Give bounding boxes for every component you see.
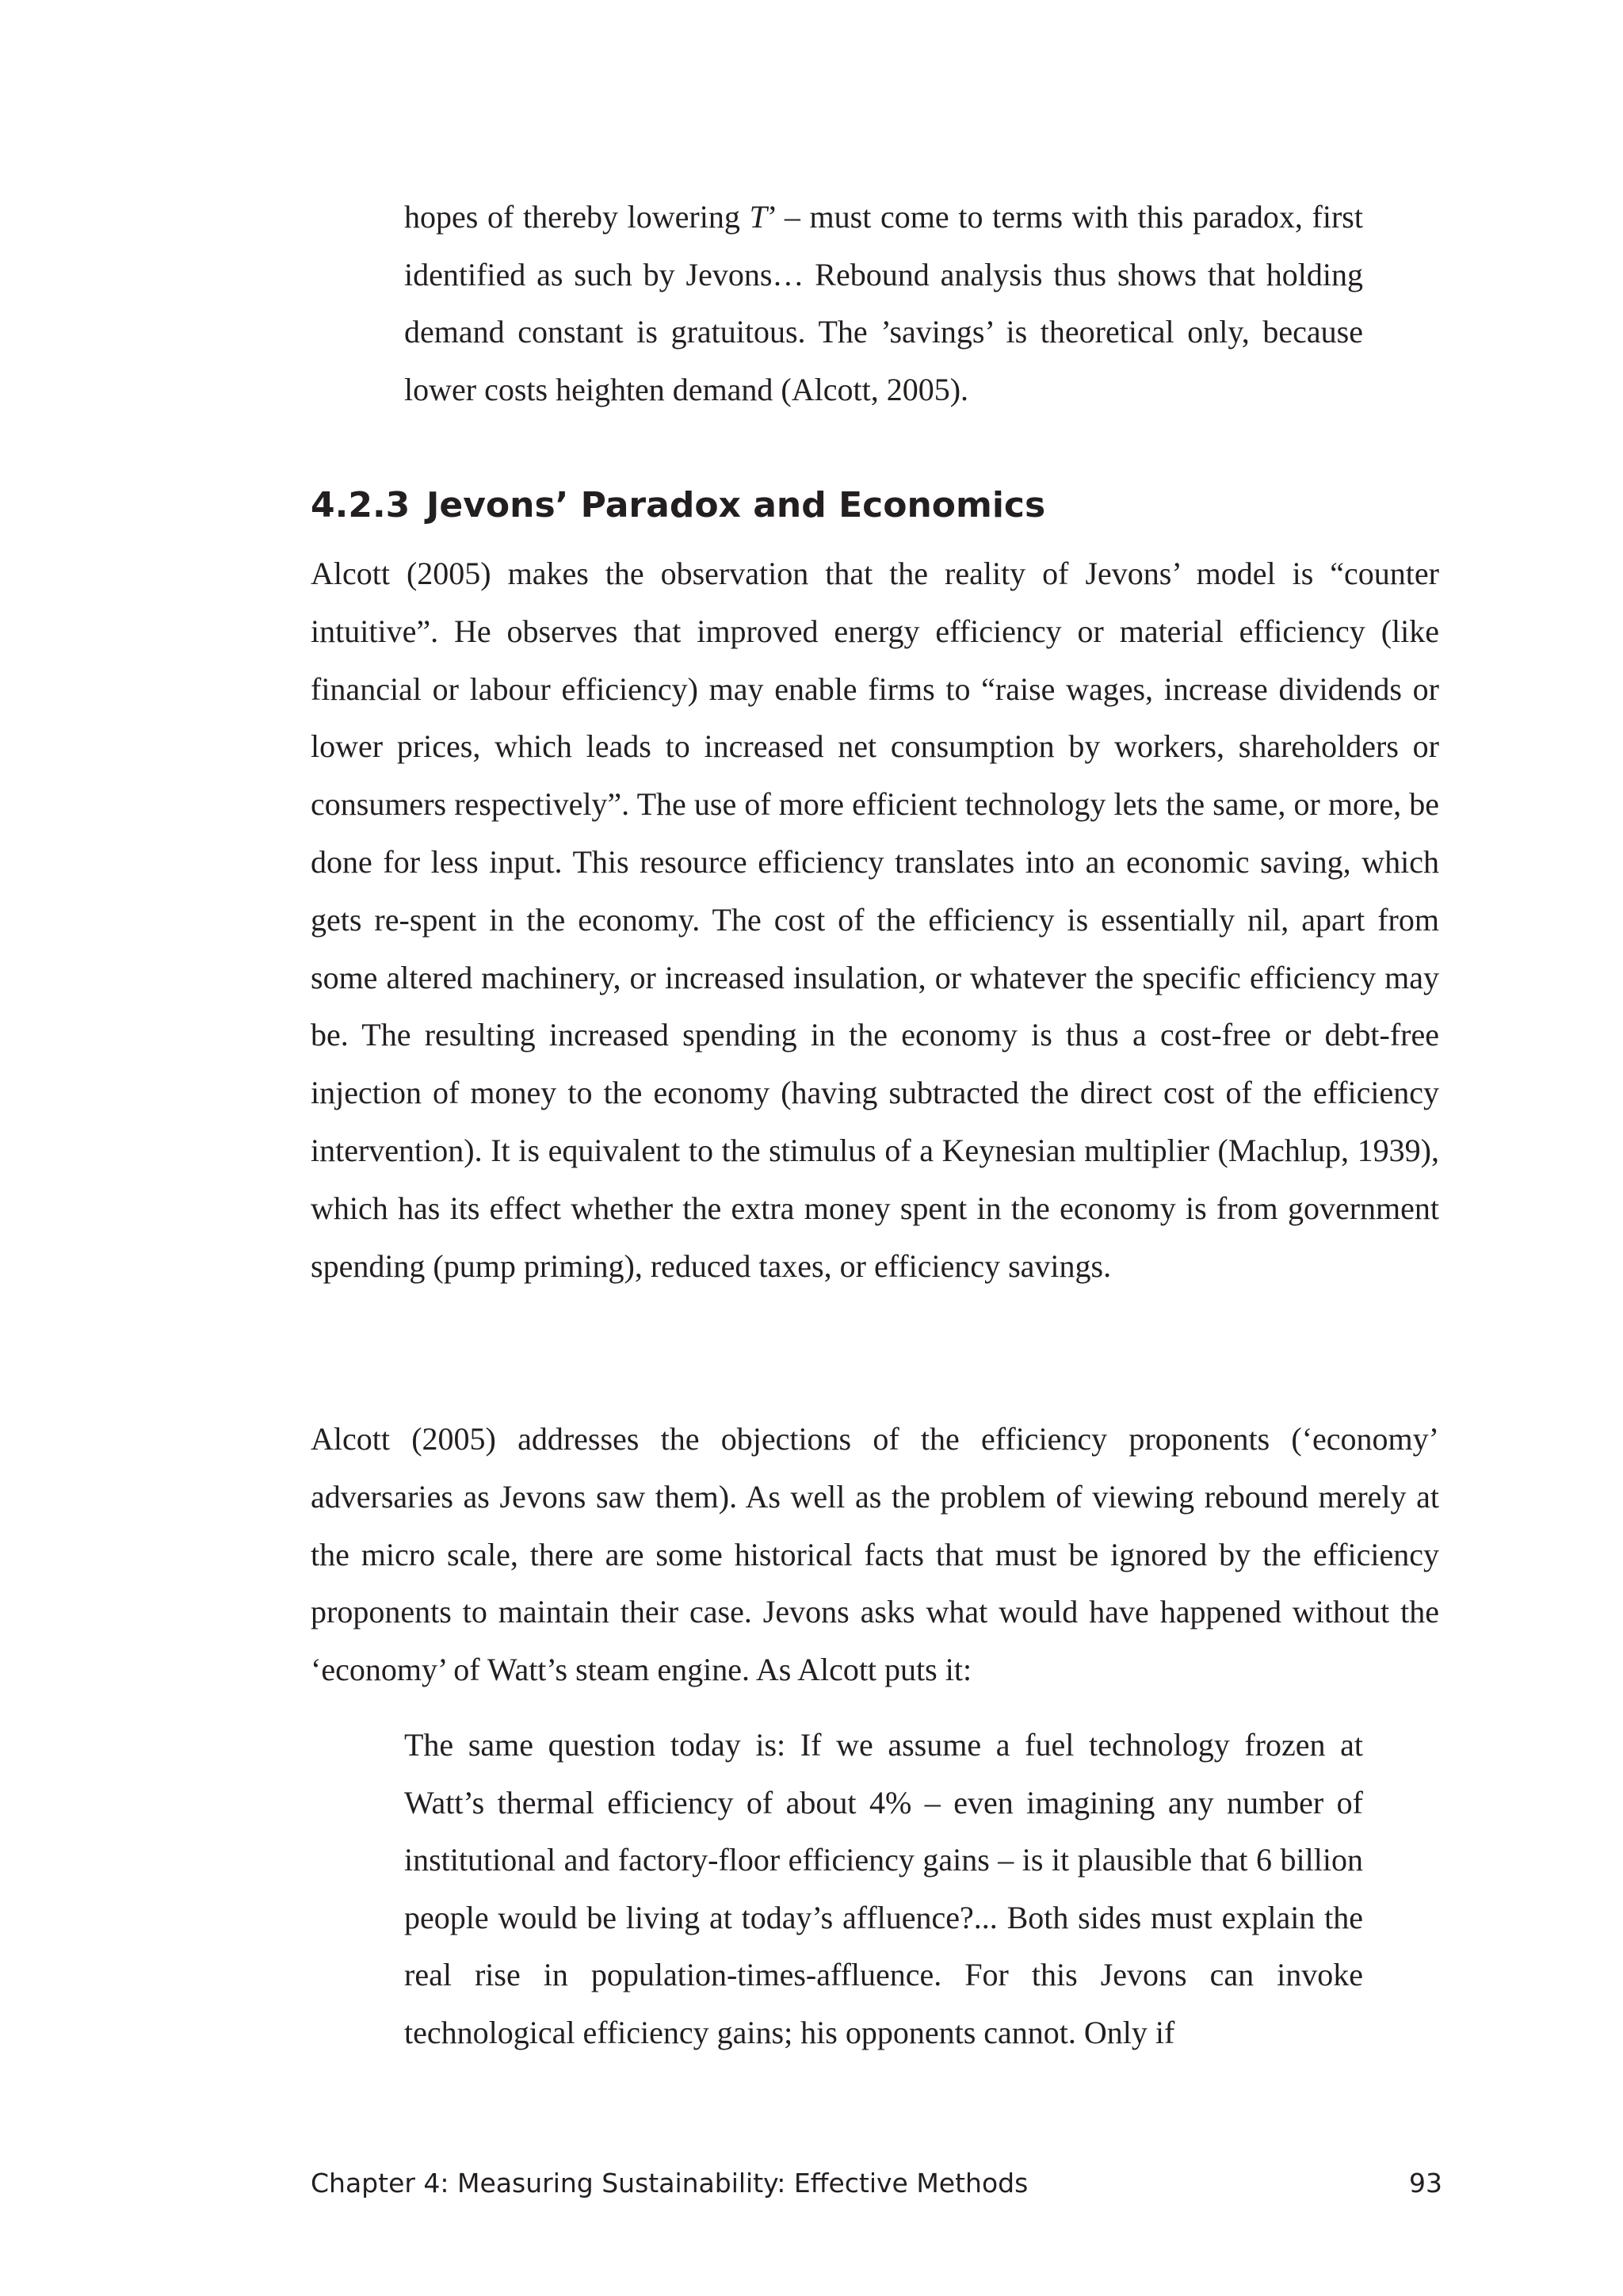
block-quote-top xyxy=(404,189,1363,418)
quote-top-post: ’ – must come to terms with this paradox, first identified as such by Jevons… Rebound analysis thus shows that holding demand constant is gratuitous. The ’savings’ is theoretical only, because lower costs heighten demand (Alcott, 2005). xyxy=(404,199,1363,407)
section-title: Jevons’ Paradox and Economics xyxy=(426,485,1046,525)
quote-top-variable: T xyxy=(749,199,767,235)
body-paragraph: Alcott (2005) makes the observation that the reality of Jevons’ model is “counter intuitive”. He observes that improved energy efficiency or material efficiency (like financial or labour efficiency) may enable firms to “raise wages, increase dividends or lower prices, which leads to increased net consumption by workers, shareholders or consumers respectively”. The use of more efficient technology lets the same, or more, be done for less input. This resource efficiency translates into an economic saving, which gets re-spent in the economy. The cost of the efficiency is essentially nil, apart from some altered machinery, or increased insulation, or whatever the specific efficiency may be. The resulting increased spending in the economy is thus a cost-free or debt-free injection of money to the economy (having subtracted the direct cost of the efficiency intervention). It is equivalent to the stimulus of a Keynesian multiplier (Machlup, 1939), which has its effect whether the extra money spent in the economy is from government spending (pump priming), reduced taxes, or efficiency savings. xyxy=(311,556,1439,1284)
block-quote-bottom: The same question today is: If we assume a fuel technology frozen at Watt’s thermal efficiency of about 4% – even imagining any number of institutional and factory-floor efficiency gains – is it plausible that 6 billion people would be living at today’s affluence?... Both sides must explain the real rise in population-times-affluence. For this Jevons can invoke technological efficiency gains; his opponents cannot. Only if xyxy=(404,1727,1363,2050)
section-heading xyxy=(311,482,1045,529)
footer-chapter: Chapter 4: Measuring Sustainability: Effective Methods xyxy=(311,2168,1029,2199)
page-number: 93 xyxy=(1409,2168,1442,2199)
quote-top-pre: hopes of thereby lowering xyxy=(404,199,750,235)
body-paragraph: Alcott (2005) addresses the objections of the efficiency proponents (‘economy’ adversaries as Jevons saw them). As well as the problem of viewing rebound merely at the micro scale, there are some historical facts that must be ignored by the efficiency proponents to maintain their case. Jevons asks what would have happened without the ‘economy’ of Watt’s steam engine. As Alcott puts it: xyxy=(311,1421,1439,1688)
section-number: 4.2.3 xyxy=(311,485,411,525)
